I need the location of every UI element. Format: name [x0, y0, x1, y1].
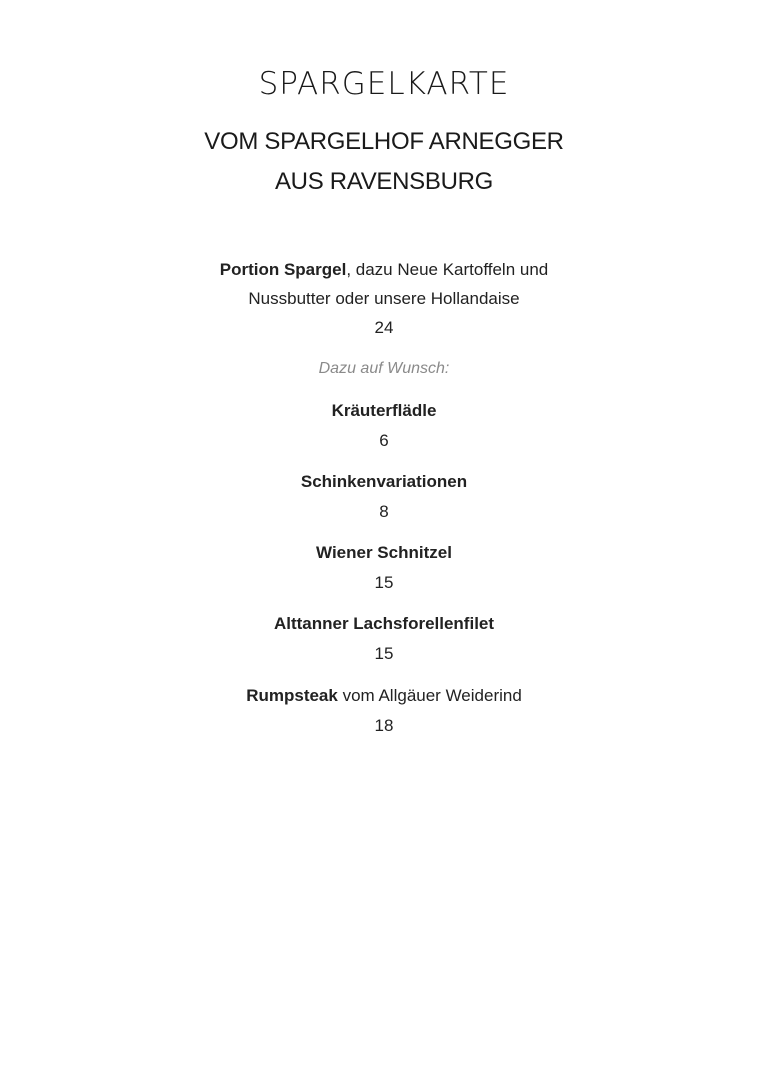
extra-item-line [0, 467, 768, 497]
main-dish-name: Portion Spargel [219, 260, 347, 279]
extra-item-price: 15 [374, 573, 394, 592]
menu-subtitle [0, 122, 768, 202]
extra-item-price: 18 [374, 716, 394, 735]
extra-item-price: 6 [379, 431, 389, 450]
extra-item-line [0, 538, 768, 568]
extra-item-price: 15 [374, 644, 394, 663]
extra-item [0, 538, 768, 598]
extra-item [0, 609, 768, 669]
extra-item-name: Kräuterflädle [331, 401, 437, 420]
extra-item-line [0, 681, 768, 711]
extra-item [0, 467, 768, 527]
subtitle-line-1: VOM SPARGELHOF ARNEGGER [204, 128, 564, 155]
extra-item-line [0, 396, 768, 426]
extra-item [0, 681, 768, 741]
extra-item-name: Alttanner Lachsforellenfilet [273, 614, 495, 633]
extra-item-name: Rumpsteak [246, 686, 338, 705]
extra-item-price: 8 [379, 502, 389, 521]
main-dish-line-1 [0, 255, 768, 284]
extra-item-desc: vom Allgäuer Weiderind [337, 686, 522, 705]
menu-title: SPARGELKARTE [258, 66, 510, 102]
extra-item [0, 396, 768, 456]
extra-item-name: Wiener Schnitzel [316, 543, 452, 562]
subtitle-line-2: AUS RAVENSBURG [274, 168, 494, 195]
extra-item-name: Schinkenvariationen [300, 472, 468, 491]
main-dish-desc-2: Nussbutter oder unsere Hollandaise [248, 289, 520, 308]
main-dish-desc-1: , dazu Neue Kartoffeln und [346, 260, 549, 279]
main-dish-price: 24 [374, 318, 394, 337]
main-dish [0, 255, 768, 342]
extras-heading: Dazu auf Wunsch: [318, 360, 450, 377]
extra-item-line [0, 609, 768, 639]
